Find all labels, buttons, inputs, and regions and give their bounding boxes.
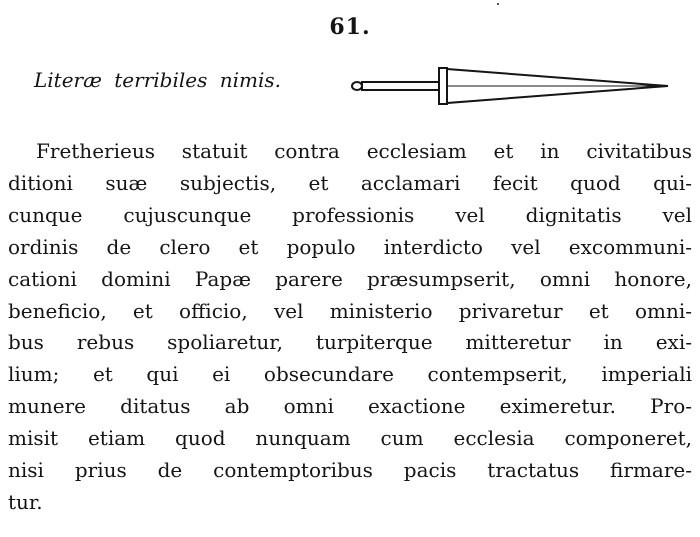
- ink-speck: [497, 3, 499, 5]
- heading-row: [0, 66, 700, 106]
- body-line: Fretherieus statuit contra ecclesiam et in civitatibus: [36, 139, 692, 163]
- body-line: munere ditatus ab omni exactione eximeretur. Pro-: [8, 394, 692, 419]
- body-line: cationi domini Papæ parere præsumpserit, omni honore,: [8, 266, 692, 291]
- heading-caption: Literæ terribiles nimis.: [34, 68, 281, 92]
- body-line: ditioni suæ subjectis, et acclamari fecit quod qui-: [8, 170, 692, 195]
- body-line: lium; et qui ei obsecundare contempserit, imperiali: [8, 362, 692, 387]
- body-line: nisi prius de contemptoribus pacis tractatus firmare-: [8, 458, 692, 483]
- body-line: bus rebus spoliaretur, turpiterque mitteretur in exi-: [8, 330, 692, 355]
- body-line: beneficio, et officio, vel ministerio privaretur et omni-: [8, 298, 692, 323]
- body-line: ordinis de clero et populo interdicto vel excommuni-: [8, 234, 692, 259]
- body-paragraph: [0, 136, 700, 519]
- pen-icon: [350, 66, 680, 106]
- body-line: tur.: [8, 489, 43, 514]
- body-line: cunque cujuscunque professionis vel dignitatis vel: [8, 202, 692, 227]
- page-number: 61.: [329, 14, 371, 40]
- body-line: misit etiam quod nunquam cum ecclesia componeret,: [8, 426, 692, 451]
